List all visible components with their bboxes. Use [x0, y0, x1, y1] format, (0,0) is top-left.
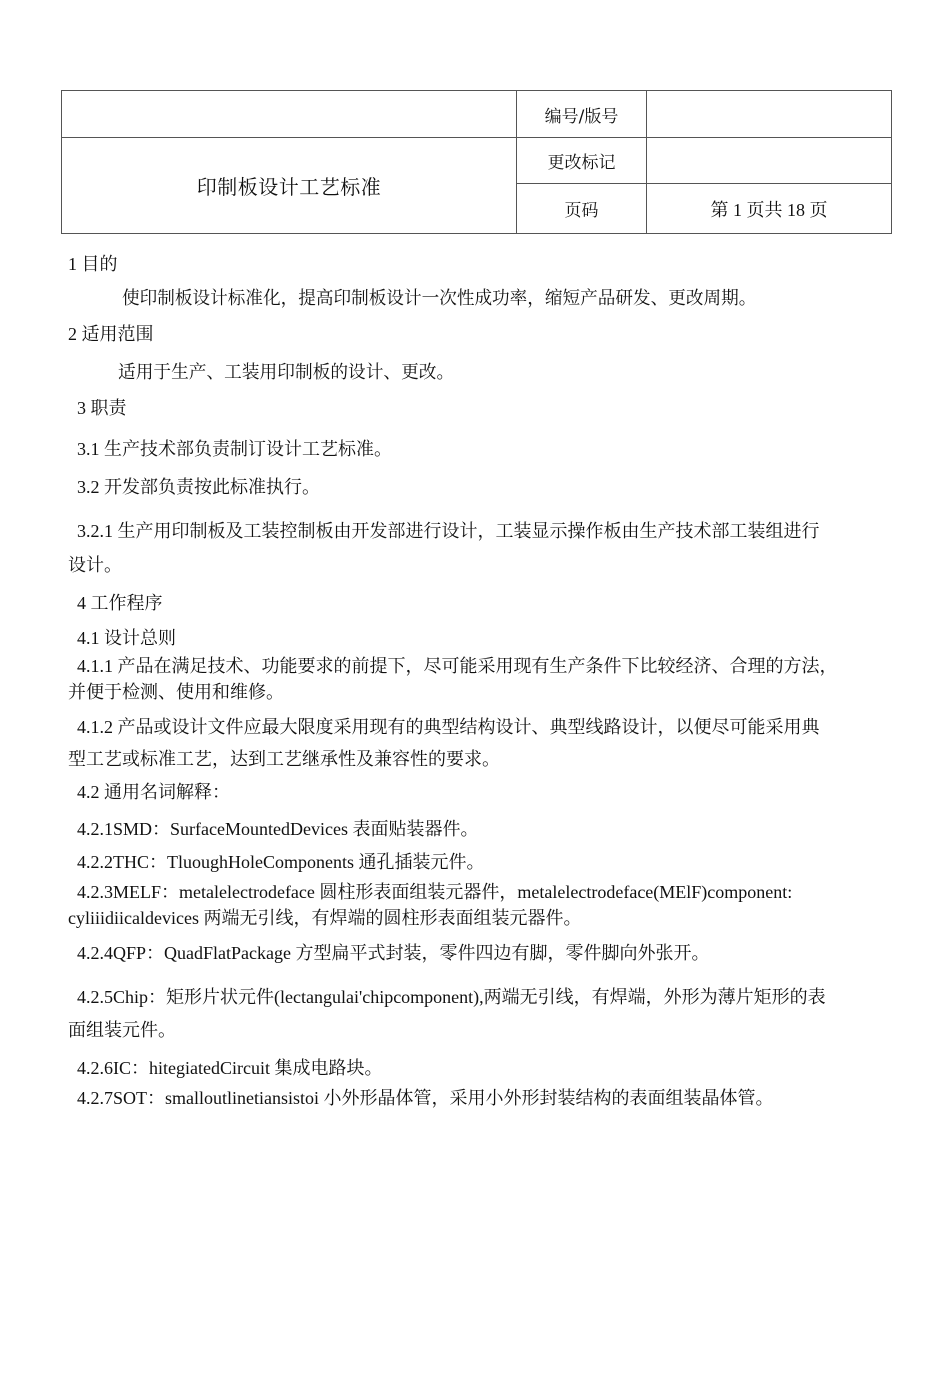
section-1-text: 使印制板设计标准化，提高印制板设计一次性成功率，缩短产品研发、更改周期。	[122, 288, 757, 308]
section-3-1: 3.1 生产技术部负责制订设计工艺标准。	[77, 439, 392, 459]
label-change-mark: 更改标记	[517, 138, 647, 184]
section-4-1-2: 4.1.2 产品或设计文件应最大限度采用现有的典型结构设计、典型线路设计，以便尽可能采用典	[77, 717, 820, 737]
value-change-mark	[647, 138, 892, 184]
section-4-1: 4.1 设计总则	[77, 628, 176, 648]
term-ic: 4.2.6IC：hitegiatedCircuit 集成电路块。	[77, 1058, 383, 1078]
section-4-1-1-cont: 并便于检测、使用和维修。	[68, 682, 284, 702]
section-3-2-1-cont: 设计。	[68, 555, 122, 575]
term-thc: 4.2.2THC：TluoughHoleComponents 通孔插装元件。	[77, 852, 485, 872]
section-4-2: 4.2 通用名词解释：	[77, 782, 230, 802]
section-3-heading: 3 职责	[77, 398, 127, 418]
section-3-2: 3.2 开发部负责按此标准执行。	[77, 477, 320, 497]
term-melf-cont: cyliiidiicaldevices 两端无引线，有焊端的圆柱形表面组装元器件。	[68, 908, 582, 928]
term-sot: 4.2.7SOT：smalloutlinetiansistoi 小外形晶体管，采用小外形封装结构的表面组装晶体管。	[77, 1088, 774, 1108]
term-melf: 4.2.3MELF：metalelectrodeface 圆柱形表面组装元器件，metalelectrodeface(MElF)component:	[77, 882, 793, 902]
section-4-1-2-cont: 型工艺或标准工艺，达到工艺继承性及兼容性的要求。	[68, 749, 500, 769]
section-1-heading: 1 目的	[68, 254, 118, 274]
section-2-text: 适用于生产、工装用印制板的设计、更改。	[118, 362, 455, 382]
term-smd: 4.2.1SMD：SurfaceMountedDevices 表面贴装器件。	[77, 819, 479, 839]
term-qfp: 4.2.4QFP：QuadFlatPackage 方型扁平式封装，零件四边有脚，零件脚向外张开。	[77, 943, 710, 963]
section-4-1-1: 4.1.1 产品在满足技术、功能要求的前提下，尽可能采用现有生产条件下比较经济、合理的方法，	[77, 656, 838, 676]
value-page: 第 1 页共 18 页	[647, 184, 892, 234]
section-2-heading: 2 适用范围	[68, 324, 154, 344]
term-chip: 4.2.5Chip：矩形片状元件(lectangulai'chipcomponent),两端无引线，有焊端，外形为薄片矩形的表	[77, 987, 826, 1007]
section-4-heading: 4 工作程序	[77, 593, 163, 613]
header-blank-cell	[62, 91, 517, 138]
section-3-2-1: 3.2.1 生产用印制板及工装控制板由开发部进行设计，工装显示操作板由生产技术部工装组进行	[77, 521, 820, 541]
document-header-table	[61, 90, 892, 234]
document-title: 印制板设计工艺标准	[62, 138, 517, 234]
term-chip-cont: 面组装元件。	[68, 1020, 176, 1040]
value-number-version	[647, 91, 892, 138]
label-page: 页码	[517, 184, 647, 234]
label-number-version: 编号/版号	[517, 91, 647, 138]
